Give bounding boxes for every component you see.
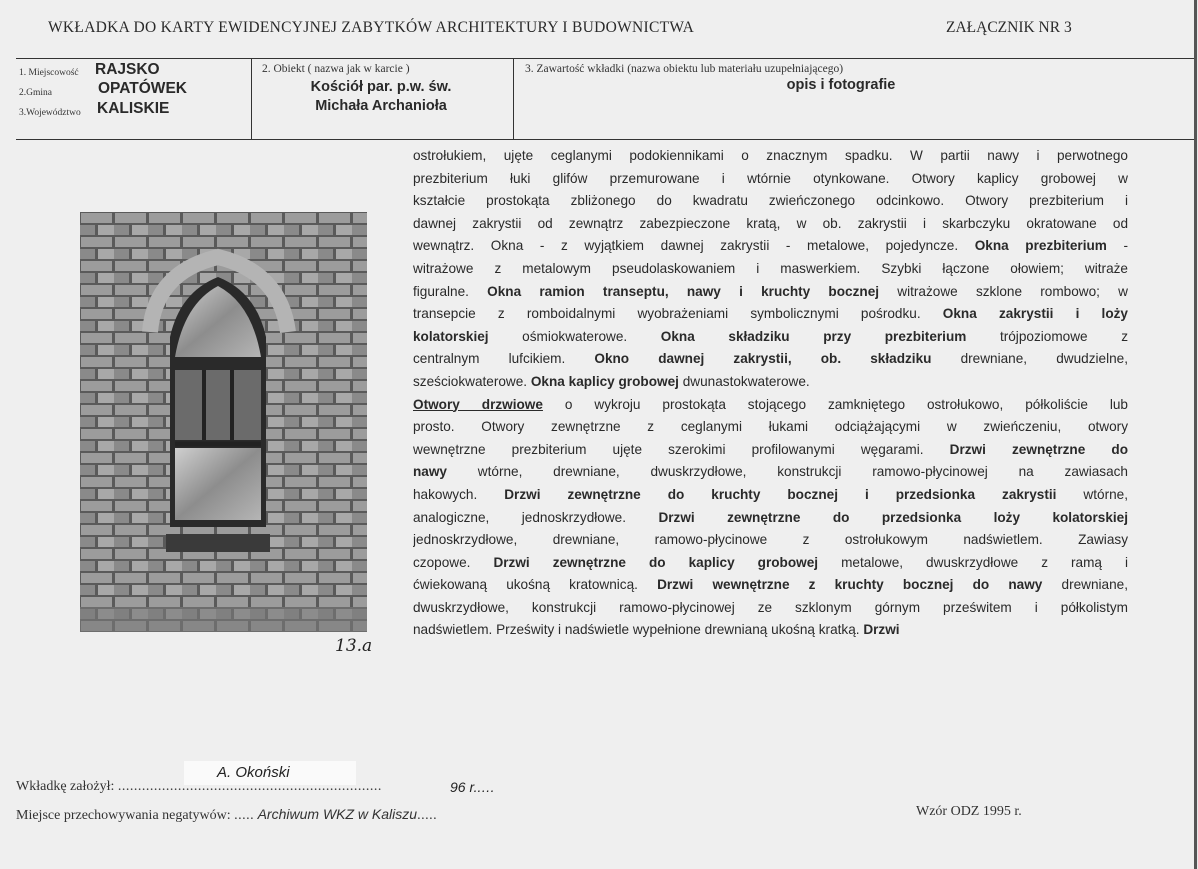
text-line: kolatorskiej ośmiokwaterowe. Okna składziku przy prezbiterium trójpoziomowe z <box>413 328 1128 344</box>
text-line: nawy wtórne, drewniane, dwuskrzydłowe, konstrukcji ramowo-płycinowej na zawiasach <box>413 464 1128 480</box>
text-line: ostrołukiem, ujęte ceglanymi podokiennikami o znacznym spadku. W partii nawy i perwotnego <box>413 148 1128 163</box>
photo-caption: 13.a <box>335 636 373 656</box>
text-line: ćwiekowaną ukośną kratownicą. Drzwi wewnętrzne z kruchty bocznej do nawy drewniane, <box>413 577 1128 593</box>
created-by-dots: .................................................................. <box>117 779 382 794</box>
object-label: 2. Obiekt ( nazwa jak w karcie ) <box>262 63 410 75</box>
negatives-row: Miejsce przechowywania negatywów: ..... Archiwum WKZ w Kaliszu..... <box>16 806 438 823</box>
annex-number: ZAŁĄCZNIK NR 3 <box>946 19 1072 36</box>
object-name-line1: Kościół par. p.w. św. <box>310 79 452 95</box>
text-line: prosto. Otwory zewnętrzne z ceglanymi łukami odciążającymi w zwieńczeniu, otwory <box>413 419 1128 435</box>
locality-label: 1. Miejscowość <box>19 68 79 78</box>
voivodeship-value: KALISKIE <box>97 100 170 117</box>
text-line: prezbiterium łuki glifów przemurowane i wtórnie otynkowane. Otwory kaplicy grobowej w <box>413 170 1128 186</box>
text-line: centralnym lufcikiem. Okno dawnej zakrystii, ob. składziku drewniane, dwudzielne, <box>413 351 1128 367</box>
text-line: transepcie z romboidalnymi wyobrażeniami symbolicznymi pośrodku. Okna zakrystii i loży <box>413 306 1128 322</box>
contents-value: opis i fotografie <box>786 77 896 93</box>
text-line: nadświetlem. Prześwity i nadświetle wypełnione drewnianą ukośną kratką. Drzwi <box>413 622 900 638</box>
text-line: wewnątrz. Okna - z wyjątkiem dawnej zakrystii - metalowe, pojedyncze. Okna prezbiterium - <box>413 238 1128 254</box>
text-line: dwuskrzydłowe, konstrukcji ramowo-płycinowej ze szklonym górnym prześwitem i półkolistym <box>413 599 1128 615</box>
author-name: A. Okoński <box>217 764 290 781</box>
window-photograph <box>80 212 367 632</box>
text-line: dawnej zakrystii od zewnątrz zabezpieczone kratą, w ob. zakrystii i skarbczyku okratowane od <box>413 215 1128 231</box>
form-pattern: Wzór ODZ 1995 r. <box>916 804 1022 819</box>
column-divider <box>513 59 514 139</box>
contents-label: 3. Zawartość wkładki (nazwa obiektu lub materiału uzupełniającego) <box>525 63 844 75</box>
card-title: WKŁADKA DO KARTY EWIDENCYJNEJ ZABYTKÓW ARCHITEKTURY I BUDOWNICTWA <box>48 19 695 36</box>
negatives-location: Archiwum WKZ w Kaliszu <box>257 806 418 822</box>
identification-box <box>16 58 1194 140</box>
text-line: hakowych. Drzwi zewnętrzne do kruchty bocznej i przedsionka zakrystii wtórne, <box>413 486 1128 502</box>
commune-label: 2.Gmina <box>19 88 52 98</box>
text-line: Otwory drzwiowe o wykroju prostokąta stojącego zamkniętego ostrołukowo, półkoliście lub <box>413 396 1128 412</box>
text-line: kształcie prostokąta zbliżonego do kwadratu zwieńczonego odcinkowo. Otwory prezbiterium i <box>413 193 1128 209</box>
negatives-label: Miejsce przechowywania negatywów: <box>16 808 231 823</box>
locality-value: RAJSKO <box>95 61 160 78</box>
text-line: sześciokwaterowe. Okna kaplicy grobowej dwunastokwaterowe. <box>413 373 810 389</box>
description-text <box>413 145 1128 642</box>
brick-window-image <box>80 212 367 632</box>
text-line: jednoskrzydłowe, drewniane, ramowo-płycinowe z ostrołukowym nadświetlem. Zawiasy <box>413 532 1128 548</box>
created-by-row <box>16 779 382 795</box>
object-name-line2: Michała Archanioła <box>315 98 447 114</box>
text-line: witrażowe z metalowym pseudolaskowaniem i maswerkiem. Szybki łączone ołowiem; witraże <box>413 260 1128 276</box>
voivodeship-label: 3.Województwo <box>19 108 81 118</box>
commune-value: OPATÓWEK <box>98 80 187 97</box>
text-line: analogiczne, jednoskrzydłowe. Drzwi zewnętrzne do przedsionka loży kolatorskiej <box>413 509 1128 525</box>
column-divider <box>251 59 252 139</box>
text-line: wewnętrzne prezbiterium ujęte szerokimi profilowanymi węgarami. Drzwi zewnętrzne do <box>413 441 1128 457</box>
text-line: czopowe. Drzwi zewnętrzne do kaplicy grobowej metalowe, dwuskrzydłowe z ramą i <box>413 554 1128 570</box>
text-line: figuralne. Okna ramion transeptu, nawy i kruchty bocznej witrażowe szklone rombowo; w <box>413 283 1128 299</box>
created-by-label: Wkładkę założył: <box>16 779 115 794</box>
created-year: 96 r..... <box>450 779 496 795</box>
